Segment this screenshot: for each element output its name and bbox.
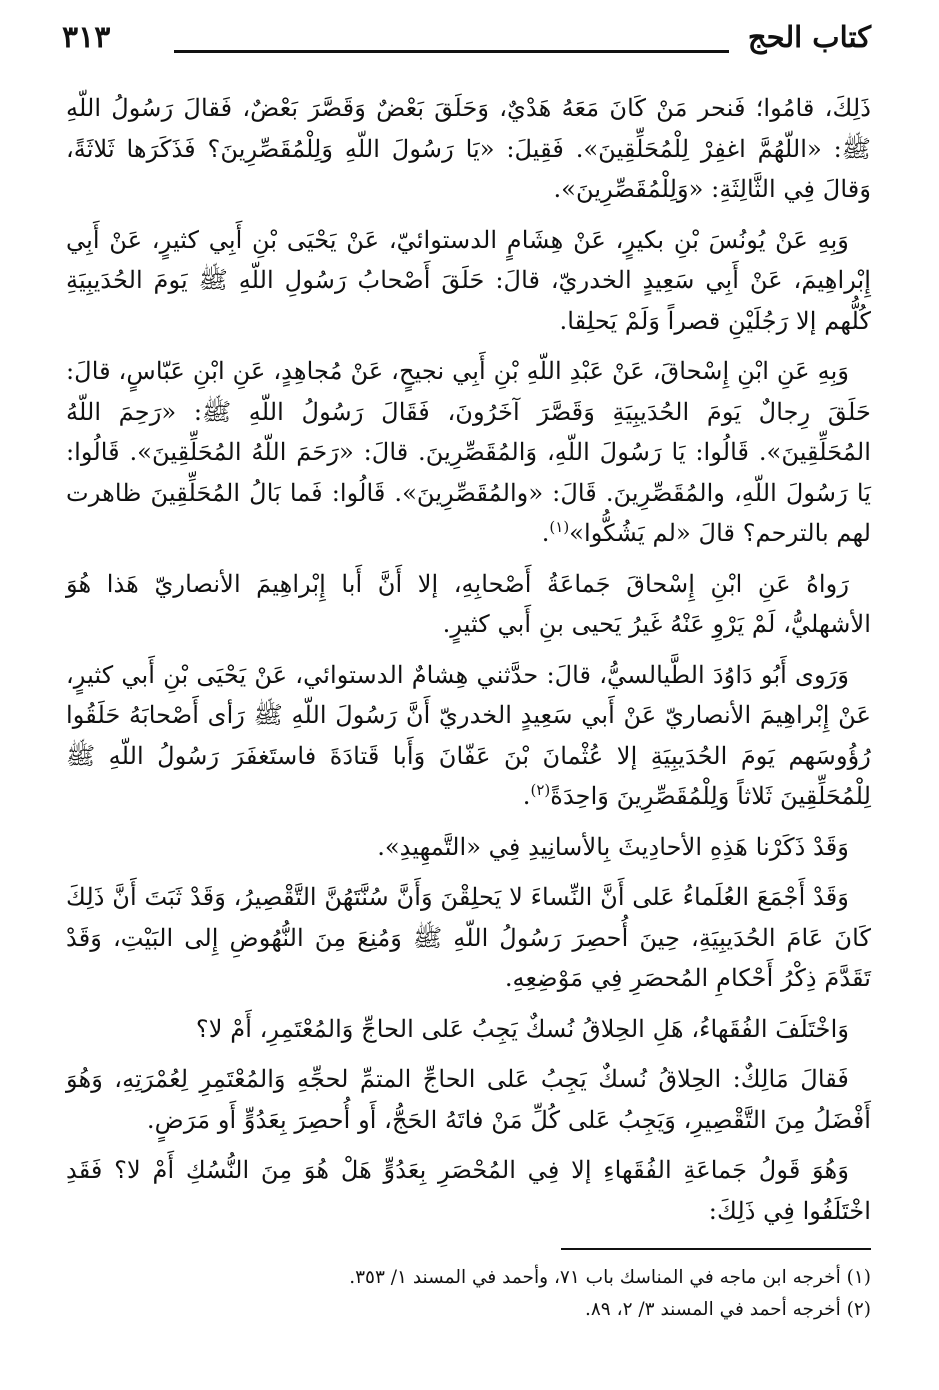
paragraph: وَقَدْ ذَكَرْنا هَذِهِ الأحادِيثَ بِالأسانِيدِ فِي «التَّمهِيدِ».: [377, 832, 849, 861]
footnotes: [66, 1262, 871, 1326]
footnote: (٢) أخرجه أحمد في المسند ٣/ ٢، ٨٩.: [584, 1299, 871, 1320]
footnote-separator: [561, 1248, 871, 1250]
paragraph: ذَلِكَ، قامُوا؛ فَنحر مَنْ كَانَ مَعَهُ هَدْيٌ، وَحَلَقَ بَعْضٌ وَقَصَّرَ بَعْضٌ، فَقالَ رَسُولُ اللّهِ ﷺ: «اللّهُمَّ اغفِرْ لِلْمُحَلِّقِينَ». فَقِيلَ: «يَا رَسُولَ اللّهِ وَلِلْمُقَصِّرِينَ؟ فَذَكَرَها ثَلاثَةً، وَقالَ فِي الثَّالِثَةِ: «وَلِلْمُقَصِّرِينَ».: [66, 94, 871, 203]
footnote: (١) أخرجه ابن ماجه في المناسك باب ٧١، وأحمد في المسند ١/ ٣٥٣.: [349, 1267, 871, 1288]
paragraph-end: .: [541, 519, 550, 547]
paragraph-end: .: [522, 782, 531, 810]
paragraph: وَقَدْ أَجْمَعَ العُلَماءُ عَلى أَنَّ النِّساءَ لا يَحلِقْنَ وَأَنَّ سُنَّتَهُنَّ التَّقْصِيرُ، وَقَدْ ثَبَتَ أَنَّ ذَلِكَ كَانَ عَامَ الحُدَيبِيَةِ، حِينَ أُحصِرَ رَسُولُ اللّهِ ﷺ وَمُنِعَ مِنَ النُّهُوضِ إِلى البَيْتِ، وَقَدْ تَقَدَّمَ ذِكْرُ أَحْكامِ المُحصَرِ فِي مَوْضِعِهِ.: [66, 883, 871, 992]
paragraph: رَواهُ عَنِ ابْنِ إِسْحاقَ جَماعَةُ أَصْحابِهِ، إلا أَنَّ أَبا إِبْراهِيمَ الأنصاريّ هَذا هُوَ الأشهليُّ، لَمْ يَرْوِ عَنْهُ غَيرُ يَحيى بنِ أَبي كثيرٍ.: [66, 569, 871, 638]
paragraph-text: وَبِهِ عَنِ ابْنِ إِسْحاقَ، عَنْ عَبْدِ اللّهِ بْنِ أَبِي نجيحٍ، عَنْ مُجاهِدٍ، عَنِ ابْنِ عَبّاسٍ، قالَ: حَلَقَ رِجالٌ يَومَ الحُدَيبِيَةِ وَقَصَّرَ آخَرُونَ، فَقَالَ رَسُولُ اللّهِ ﷺ: «رَحِمَ اللّهُ المُحَلِّقِينَ». قَالُوا: يَا رَسُولَ اللّهِ، وَالمُقَصِّرِينَ. قالَ: «رَحَمَ اللّهُ المُحَلِّقِينَ». قَالُوا: يَا رَسُولَ اللّهِ، والمُقَصِّرِينَ. قَالَ: «والمُقَصِّرِينَ». قَالُوا: فَما بَالُ المُحَلِّقِينَ ظاهرت لهم بالترحم؟ قالَ «لم يَشُكُّوا»: [66, 357, 871, 547]
paragraph-text: وَرَوى أَبُو دَاوُدَ الطَّيالسيُّ، قالَ: حدَّثني هِشامٌ الدستوائي، عَنْ يَحْيَى بْنِ أَبي كثيرٍ، عَنْ إِبْراهِيمَ الأنصاريّ عَنْ أَبي سَعِيدٍ الخدريّ أَنَّ رَسُولَ اللّهِ ﷺ رَأى أَصْحابَهُ حَلَقُوا رُؤُوسَهم يَومَ الحُدَيبِيَةِ إلا عُثْمانَ بْنَ عَفّانَ وَأَبا قَتادَةَ فاستَغفَرَ رَسُولُ اللّهِ ﷺ لِلْمُحَلِّقِينَ ثَلاثاً وَلِلْمُقَصِّرِينَ وَاحِدَةً: [66, 660, 871, 810]
page-number: ٣١٣: [62, 20, 111, 55]
chapter-title: كتاب الحج: [747, 20, 871, 54]
main-text: [66, 88, 871, 1241]
paragraph: [66, 655, 871, 817]
footnote-ref: (٢): [530, 780, 551, 799]
footnote-ref: (١): [549, 517, 570, 536]
paragraph: وَبِهِ عَنْ يُونُسَ بْنِ بكيرٍ، عَنْ هِشَامٍ الدستوائيّ، عَنْ يَحْيَى بْنِ أَبِي كثيرٍ، عَنْ أَبِي إِبْراهِيمَ، عَنْ أَبِي سَعِيدٍ الخدريّ، قالَ: حَلَقَ أَصْحابُ رَسُولِ اللّهِ ﷺ يَومَ الحُدَيبِيَةِ كُلُّهم إلا رَجُلَيْنِ قصراً وَلَمْ يَحلِقا.: [66, 225, 871, 335]
paragraph: فَقالَ مَالِكٌ: الحِلاقُ نُسكٌ يَجِبُ عَلى الحاجِّ المتمِّ لحجِّهِ وَالمُعْتَمِرِ لِعُمْرَتِهِ، وَهُوَ أَفْضَلُ مِنَ التَّقْصِيرِ، وَيَجِبُ عَلى كُلِّ مَنْ فاتَهُ الحَجُّ، أَو أُحصِرَ بِعَدُوٍّ أَو مَرَضٍ.: [66, 1065, 871, 1134]
paragraph: [66, 351, 871, 554]
paragraph: وَهُوَ قَولُ جَماعَةِ الفُقَهاءِ إلا فِي المُحْصَرِ بِعَدُوٍّ هَلْ هُوَ مِنَ النُّسُكِ أَمْ لا؟ فَقَدِ اخْتَلَفُوا فِي ذَلِكَ:: [66, 1156, 871, 1225]
paragraph: وَاخْتَلَفَ الفُقَهاءُ، هَلِ الحِلاقُ نُسكٌ يَجِبُ عَلى الحاجِّ وَالمُعْتَمِرِ، أَمْ لا؟: [195, 1014, 849, 1043]
page-header: [62, 14, 871, 64]
header-rule: [174, 50, 729, 53]
